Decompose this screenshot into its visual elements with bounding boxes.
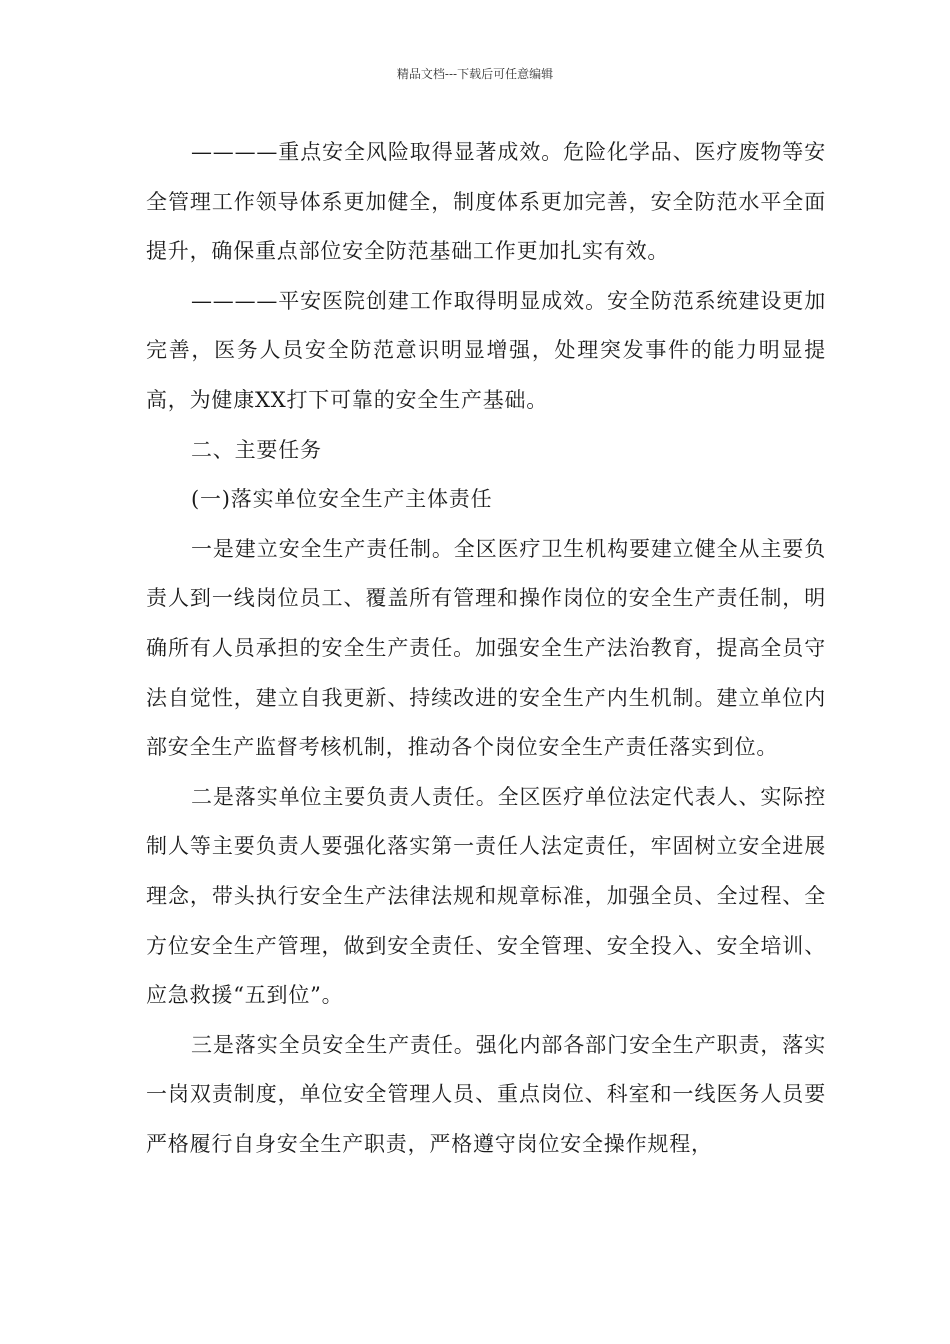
page-header: 精品文档---下载后可任意编辑: [396, 67, 554, 81]
paragraph-task-three: 三是落实全员安全生产责任。强化内部各部门安全生产职责，落实一岗双责制度，单位安全管理人员、重点岗位、科室和一线医务人员要严格履行自身安全生产职责，严格遵守岗位安全操作规程，: [146, 1032, 826, 1156]
section-heading-main-tasks: 二、主要任务: [191, 437, 322, 462]
document-body: [146, 128, 826, 1169]
paragraph-task-two: 二是落实单位主要负责人责任。全区医疗单位法定代表人、实际控制人等主要负责人要强化落实第一责任人法定责任，牢固树立安全进展理念，带头执行安全生产法律法规和规章标准，加强全员、全过程、全方位安全生产管理，做到安全责任、安全管理、安全投入、安全培训、应急救援“五到位”。: [146, 784, 826, 1008]
paragraph-task-one: 一是建立安全生产责任制。全区医疗卫生机构要建立健全从主要负责人到一线岗位员工、覆盖所有管理和操作岗位的安全生产责任制，明确所有人员承担的安全生产责任。加强安全生产法治教育，提高全员守法自觉性，建立自我更新、持续改进的安全生产内生机制。建立单位内部安全生产监督考核机制，推动各个岗位安全生产责任落实到位。: [146, 536, 826, 760]
paragraph-safe-hospital: ————平安医院创建工作取得明显成效。安全防范系统建设更加完善，医务人员安全防范意识明显增强，处理突发事件的能力明显提高，为健康XX打下可靠的安全生产基础。: [146, 288, 826, 412]
paragraph-key-risks: ————重点安全风险取得显著成效。危险化学品、医疗废物等安全管理工作领导体系更加健全，制度体系更加完善，安全防范水平全面提升，确保重点部位安全防范基础工作更加扎实有效。: [146, 140, 826, 264]
subsection-heading-responsibility: (一)落实单位安全生产主体责任: [191, 487, 493, 512]
